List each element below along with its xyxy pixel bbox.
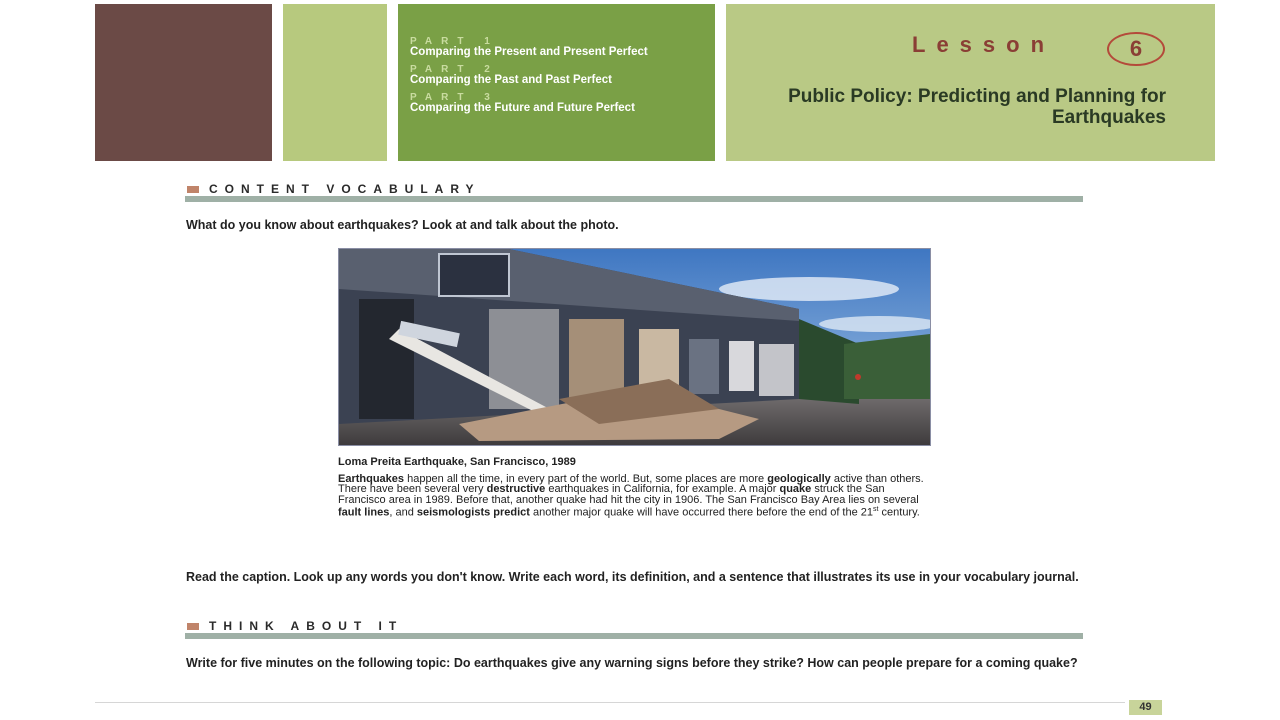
section-rule [185,196,1083,202]
footer-rule [95,702,1125,703]
parts-list [410,36,710,120]
earthquake-photo [338,248,931,446]
vocab-question: What do you know about earthquakes? Look at and talk about the photo. [186,218,619,232]
think-about-it-label: THINK ABOUT IT [209,619,404,633]
caption-body [338,474,929,519]
caption-text: struck the San Francisco area in 1989. Before that, another quake had hit the city in 1906. The San Francisco Bay Area lies on several [338,483,919,506]
part-1-tag: PART 1 [410,36,499,47]
lesson-title: Public Policy: Predicting and Planning for Earthquakes [788,86,1166,128]
header-band-lesson [726,4,1215,161]
section-marker-icon [187,186,199,193]
part-3-tag: PART 3 [410,92,499,103]
part-2 [410,64,710,86]
content-vocabulary-heading [187,182,481,196]
caption-text: active than others. There have been several very [338,472,924,496]
caption-text: earthquakes in California, for example. A major [545,483,780,496]
content-vocabulary-label: CONTENT VOCABULARY [209,182,481,196]
vocab-term: seismologists predict [416,507,530,520]
caption-text: another major quake will have occurred there before the end of the 21 [529,507,874,520]
superscript: st [873,506,879,514]
part-2-title: Comparing the Past and Past Perfect [410,74,612,86]
caption-text: century. [878,507,920,520]
part-2-tag: PART 2 [410,64,499,75]
part-3 [410,92,710,114]
vocab-term: quake [779,483,812,496]
part-1 [410,36,710,58]
header-band-light [283,4,387,161]
lesson-label: Lesson [912,32,1056,57]
vocab-term: fault lines [338,507,390,520]
vocab-term: Earthquakes [338,472,405,485]
caption-text: happen all the time, in every part of the world. But, some places are more [404,472,768,485]
think-prompt: Write for five minutes on the following topic: Do earthquakes give any warning signs before they strike? How can people prepare for a coming quake? [186,656,1078,670]
vocab-term: destructive [486,483,546,496]
part-1-title: Comparing the Present and Present Perfect [410,46,648,58]
textbook-page [95,4,1215,718]
lesson-number-badge: 6 [1107,32,1165,66]
read-instruction: Read the caption. Look up any words you don't know. Write each word, its definition, and a sentence that illustrates its use in your vocabulary journal. [186,570,1079,584]
caption-title: Loma Preita Earthquake, San Francisco, 1989 [338,456,576,468]
section-marker-icon [187,623,199,630]
section-rule [185,633,1083,639]
caption-text: , and [389,507,417,520]
part-3-title: Comparing the Future and Future Perfect [410,102,635,114]
header-band-brown [95,4,272,161]
vocab-term: geologically [767,472,831,485]
photo-caption [338,457,929,519]
think-about-it-heading [187,619,403,633]
page-number: 49 [1129,700,1162,715]
